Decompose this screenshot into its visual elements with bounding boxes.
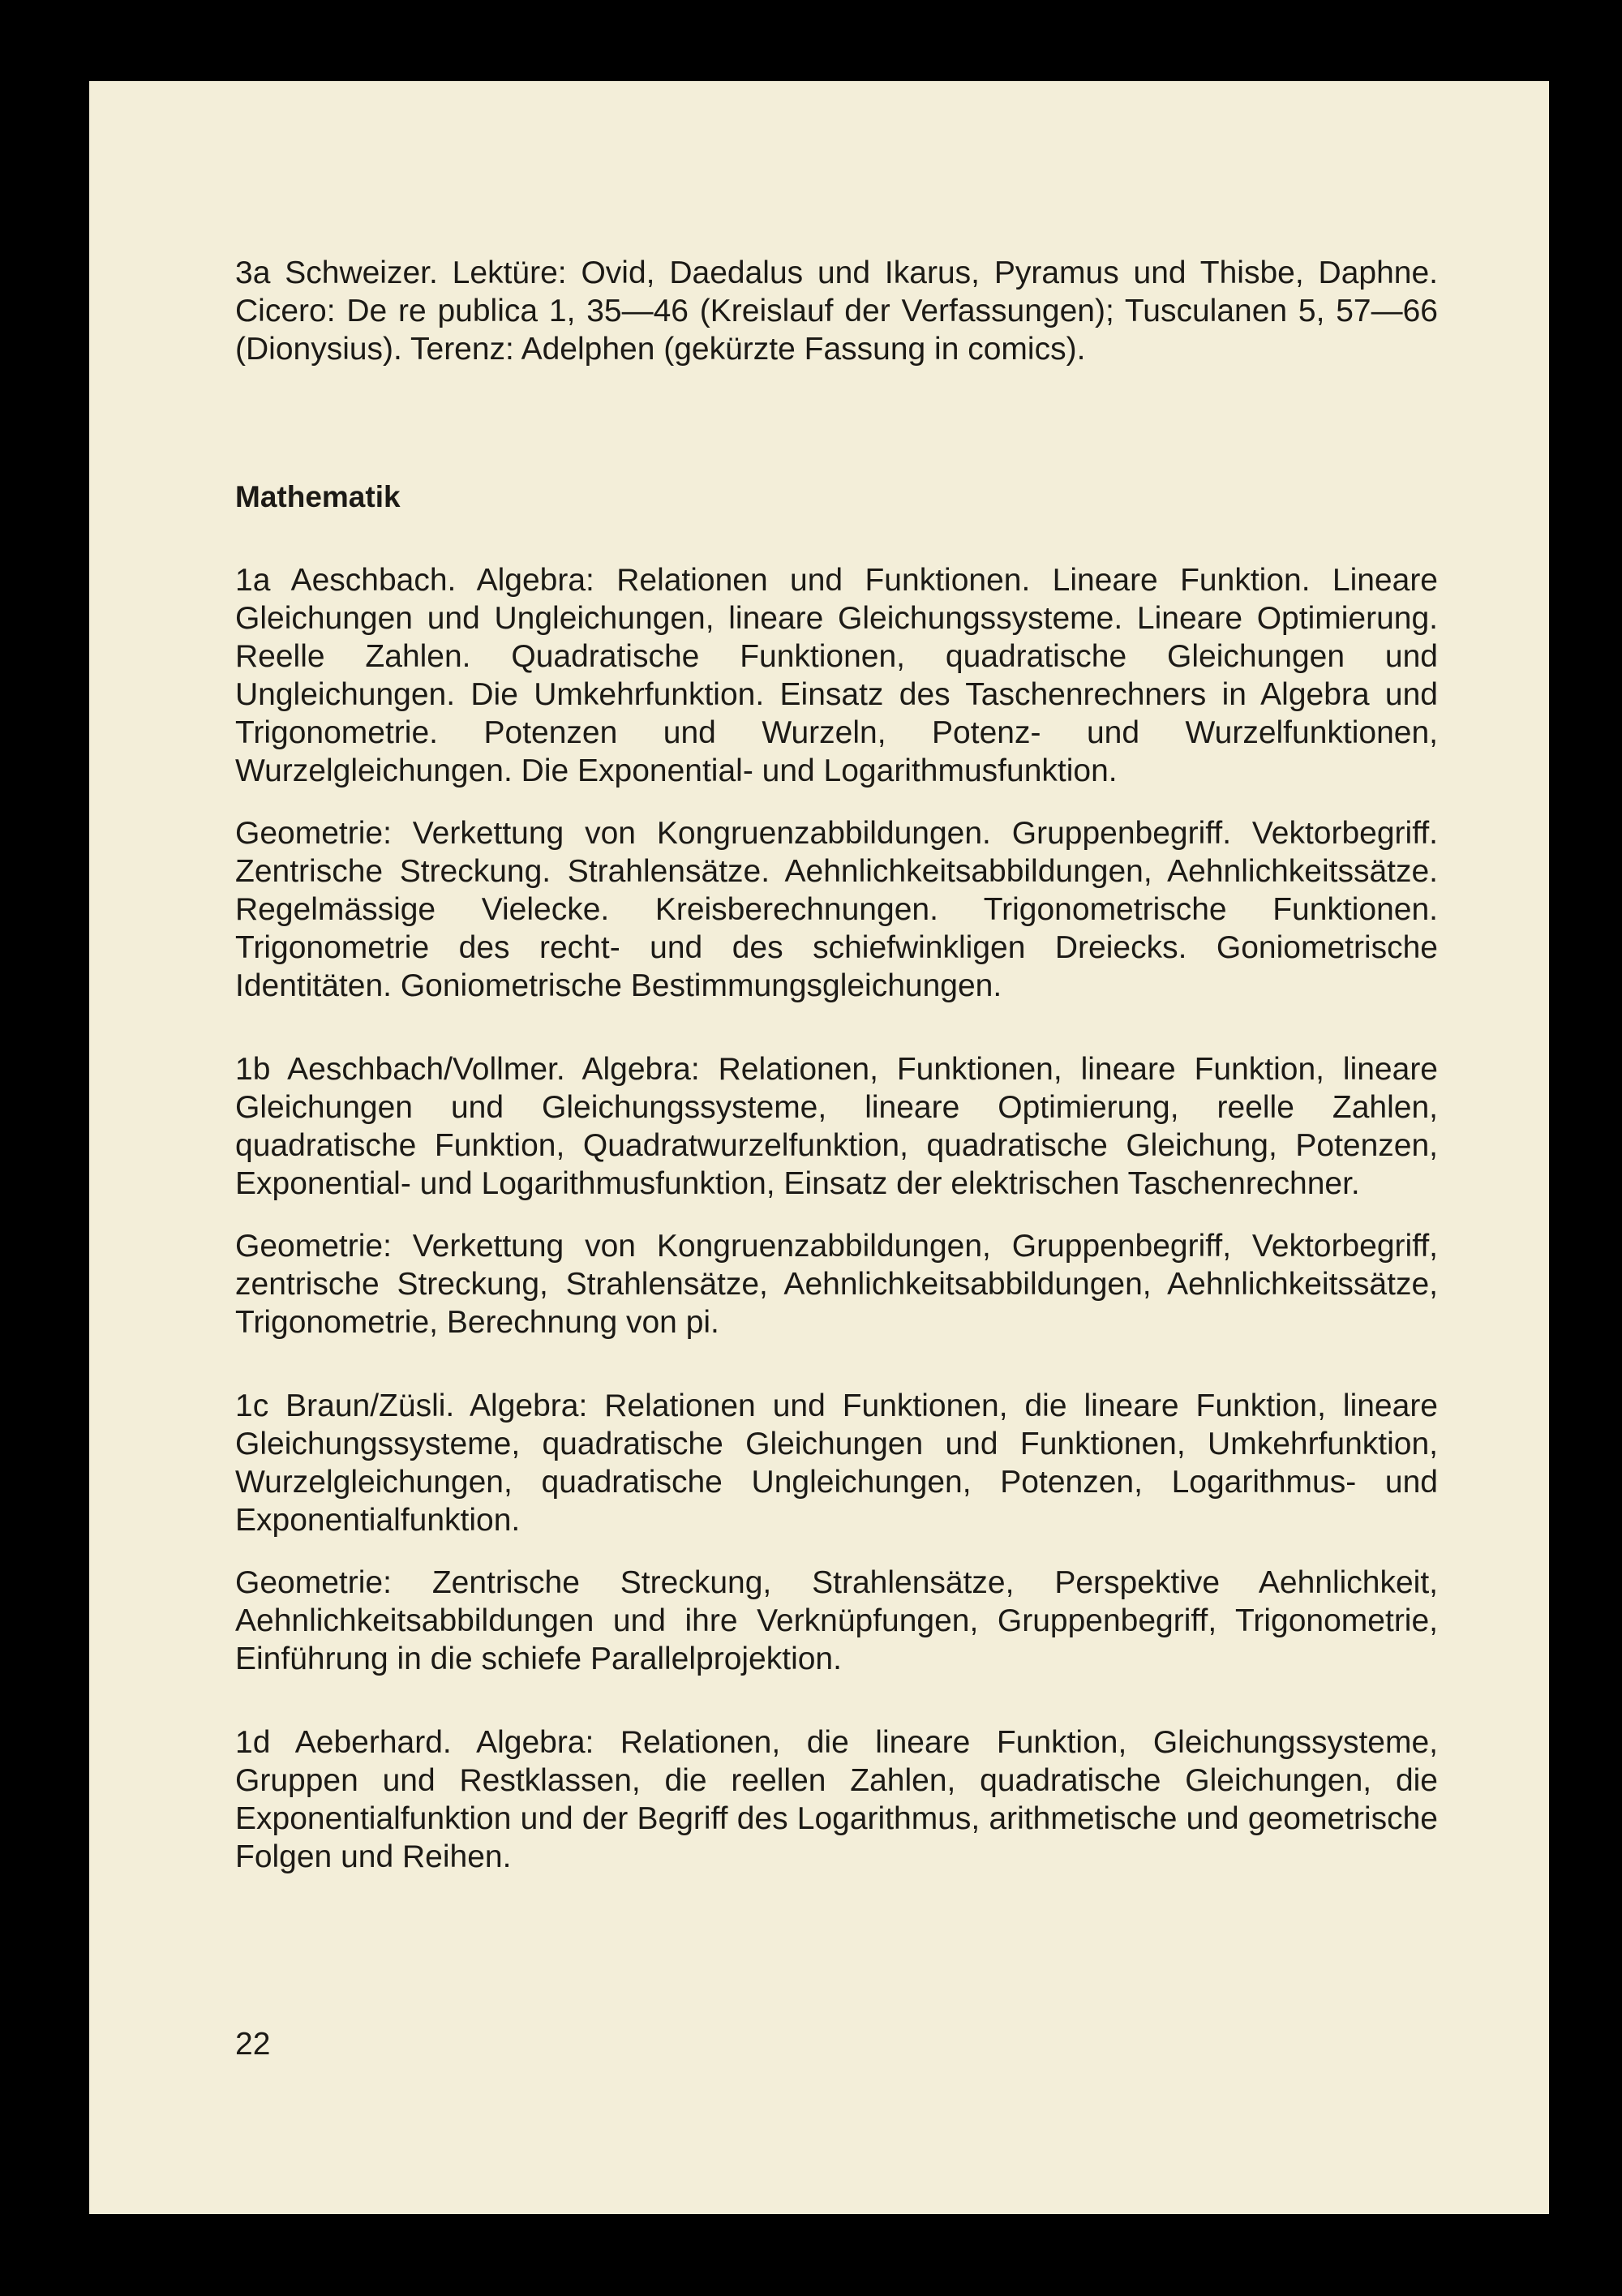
paragraph-1c-geometrie: Geometrie: Zentrische Streckung, Strahlensätze, Perspektive Aehnlichkeit, Aehnlichkeitsabbildungen und ihre Verknüpfungen, Gruppenbegriff, Trigonometrie, Einführung in die schiefe Parallelprojektion.	[235, 1565, 1438, 1676]
paragraph-1b-geometrie: Geometrie: Verkettung von Kongruenzabbildungen, Gruppenbegriff, Vektorbegriff, zentrische Streckung, Strahlensätze, Aehnlichkeitsabbildungen, Aehnlichkeitssätze, Trigonometrie, Berechnung von pi.	[235, 1229, 1438, 1340]
paragraph-3a-schweizer: 3a Schweizer. Lektüre: Ovid, Daedalus und Ikarus, Pyramus und Thisbe, Daphne. Cicero: De re publica 1, 35—46 (Kreislauf der Verfassungen); Tusculanen 5, 57—66 (Dionysius). Terenz: Adelphen (gekürzte Fassung in comics).	[235, 255, 1438, 367]
paragraph-1a-geometrie: Geometrie: Verkettung von Kongruenzabbildungen. Gruppenbegriff. Vektorbegriff. Zentrische Streckung. Strahlensätze. Aehnlichkeitsabbildungen, Aehnlichkeitssätze. Regelmässige Vielecke. Kreisberechnungen. Trigonometrische Funktionen. Trigonometrie des recht- und des schiefwinkligen Dreiecks. Goniometrische Identitäten. Goniometrische Bestimmungsgleichungen.	[235, 816, 1438, 1003]
page-content	[235, 254, 1438, 1876]
document-page	[89, 81, 1549, 2214]
paragraph-1c-algebra: 1c Braun/Züsli. Algebra: Relationen und Funktionen, die lineare Funktion, lineare Gleichungssysteme, quadratische Gleichungen und Funktionen, Umkehrfunktion, Wurzelgleichungen, quadratische Ungleichungen, Potenzen, Logarithmus- und Exponentialfunktion.	[235, 1388, 1438, 1538]
paragraph-1b-algebra: 1b Aeschbach/Vollmer. Algebra: Relationen, Funktionen, lineare Funktion, lineare Gleichungen und Gleichungssysteme, lineare Optimierung, reelle Zahlen, quadratische Funktion, Quadratwurzelfunktion, quadratische Gleichung, Potenzen, Exponential- und Logarithmusfunktion, Einsatz der elektrischen Taschenrechner.	[235, 1052, 1438, 1201]
section-heading-mathematik: Mathematik	[235, 480, 401, 513]
page-number: 22	[235, 2027, 271, 2062]
paragraph-1d-algebra: 1d Aeberhard. Algebra: Relationen, die lineare Funktion, Gleichungssysteme, Gruppen und Restklassen, die reellen Zahlen, quadratische Gleichungen, die Exponentialfunktion und der Begriff des Logarithmus, arithmetische und geometrische Folgen und Reihen.	[235, 1725, 1438, 1874]
paragraph-1a-algebra: 1a Aeschbach. Algebra: Relationen und Funktionen. Lineare Funktion. Lineare Gleichungen und Ungleichungen, lineare Gleichungssysteme. Lineare Optimierung. Reelle Zahlen. Quadratische Funktionen, quadratische Gleichungen und Ungleichungen. Die Umkehrfunktion. Einsatz des Taschenrechners in Algebra und Trigonometrie. Potenzen und Wurzeln, Potenz- und Wurzelfunktionen, Wurzelgleichungen. Die Exponential- und Logarithmusfunktion.	[235, 563, 1438, 788]
